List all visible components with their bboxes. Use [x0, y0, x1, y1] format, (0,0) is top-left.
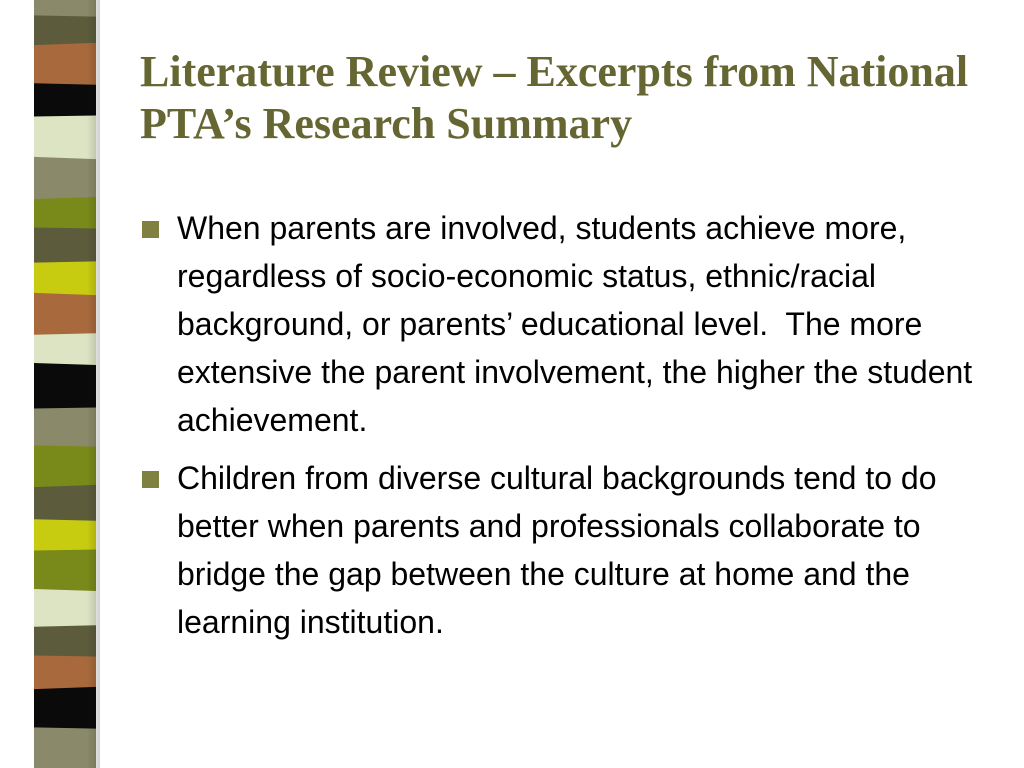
- stripe: [34, 445, 96, 489]
- stripe: [34, 757, 96, 768]
- bullet-item-1: [140, 204, 1000, 444]
- square-bullet-icon: [142, 221, 159, 238]
- bullet-item-2: [140, 454, 1000, 646]
- stripe: [34, 293, 96, 338]
- stripe: [34, 261, 96, 297]
- bullet-text: When parents are involved, students achieve more, regardless of socio-economic status, ethnic/racial background, or parents’ educational level. The more extensive the parent involvement, the higher the student achievement.: [177, 210, 982, 438]
- stripe: [34, 43, 96, 88]
- stripe: [34, 157, 96, 202]
- square-bullet-icon: [142, 471, 159, 488]
- decorative-stripe-bar: [34, 0, 100, 768]
- stripe: [34, 363, 96, 412]
- stripe: [34, 115, 96, 161]
- stripe: [34, 83, 96, 120]
- bullet-list: [140, 204, 1000, 656]
- slide-title: Literature Review – Excerpts from National PTA’s Research Summary: [140, 47, 969, 148]
- stripe: [34, 485, 96, 524]
- stripe: [34, 589, 96, 630]
- stripe: [34, 625, 96, 660]
- stripe: [34, 687, 96, 732]
- stripe: [34, 655, 96, 691]
- stripe: [34, 549, 96, 593]
- stripe: [34, 407, 96, 449]
- bullet-text: Children from diverse cultural backgrounds tend to do better when parents and professionals collaborate to bridge the gap between the culture at home and the learning institution.: [177, 460, 946, 640]
- stripe: [34, 227, 96, 265]
